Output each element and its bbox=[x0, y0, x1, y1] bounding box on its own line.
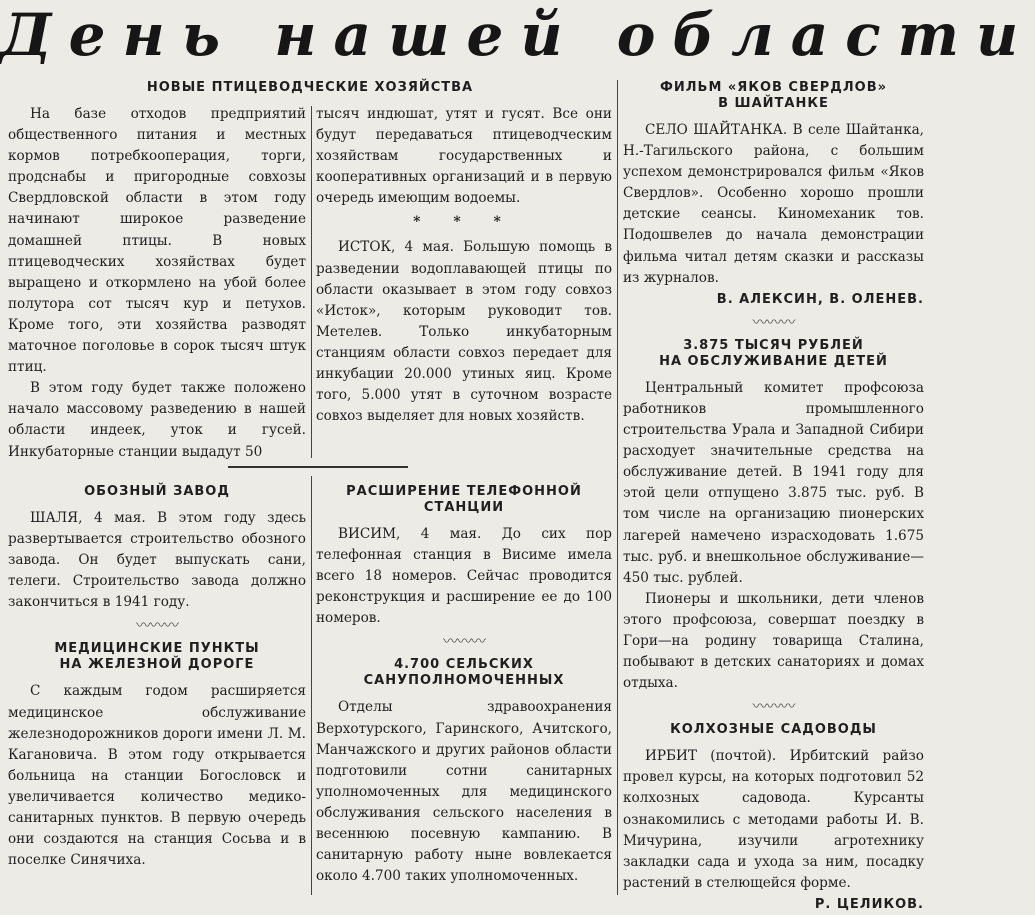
article-medical bbox=[8, 641, 306, 871]
right-column bbox=[623, 80, 924, 912]
article-poultry-paragraph: тысяч индюшат, утят и гусят. Все они будут передаваться птицеводческим хозяйствам государственных и кооперативных организаций и в первую очередь имеющим водоемы. bbox=[316, 106, 612, 207]
article-film-title-line: В ШАЙТАНКЕ bbox=[718, 96, 829, 111]
article-poultry-continued bbox=[316, 104, 612, 462]
article-poultry-title: НОВЫЕ ПТИЦЕВОДЧЕСКИЕ ХОЗЯЙСТВА bbox=[146, 80, 474, 95]
article-medical-title-line: МЕДИЦИНСКИЕ ПУНКТЫ bbox=[54, 641, 260, 657]
article-children-title-line: 3.875 ТЫСЯЧ РУБЛЕЙ bbox=[683, 337, 864, 353]
article-wagon-title: ОБОЗНЫЙ ЗАВОД bbox=[84, 484, 230, 499]
ornament-divider: 〰〰〰 bbox=[135, 616, 178, 635]
article-film bbox=[623, 80, 924, 310]
article-telephone-title bbox=[316, 484, 612, 516]
article-film-title bbox=[623, 80, 924, 112]
ornament-divider: 〰〰〰 bbox=[752, 697, 795, 716]
bottom-middle-column bbox=[316, 484, 612, 895]
section-divider bbox=[228, 466, 408, 468]
ornament-divider: 〰〰〰 bbox=[442, 632, 485, 651]
article-medical-title bbox=[8, 641, 306, 673]
article-sanitary-title bbox=[316, 657, 612, 689]
article-istok-paragraph: ИСТОК, 4 мая. Большую помощь в разведении водоплавающей птицы по области оказывает в этом году совхоз «Исток», которым руководит тов. Метелев. Только инкубаторным станциям области совхоз передает для инкубации 20.000 утиных яиц. Кроме того, 5.000 утят в суточном возрасте совхоз выделяет для новых хозяйств. bbox=[316, 239, 612, 425]
article-children-paragraph: Центральный комитет профсоюза работников промышленного строительства Урала и Западной Сибири расходует значительные средства на обслуживание детей. В 1941 году для этой цели отпущено 3.875 тыс. руб. В том числе на организацию пионерских лагерей намечено израсходовать 1.675 тыс. руб. и внешкольное обслуживание—450 тыс. рублей. bbox=[623, 379, 924, 586]
article-sanitary-title-line: САНУПОЛНОМОЧЕННЫХ bbox=[363, 673, 565, 689]
article-film-body: СЕЛО ШАЙТАНКА. В селе Шайтанка, Н.-Тагильского района, с большим успехом демонстрировался фильм «Яков Свердлов». Особенно хорошо прошли детские сеансы. Киномеханик тов. Подошвелев до начала демонстрации фильма читал детям сказки и рассказы из журналов. bbox=[623, 122, 924, 286]
article-gardeners bbox=[623, 722, 924, 915]
ornament-divider: 〰〰〰 bbox=[752, 312, 795, 331]
article-telephone-title-line: РАСШИРЕНИЕ ТЕЛЕФОННОЙ bbox=[346, 484, 582, 499]
article-wagon bbox=[8, 484, 306, 613]
article-children-title-line: НА ОБСЛУЖИВАНИЕ ДЕТЕЙ bbox=[659, 353, 888, 369]
article-gardeners-title: КОЛХОЗНЫЕ САДОВОДЫ bbox=[670, 722, 877, 738]
page-masthead: День нашей области bbox=[0, 1, 1035, 69]
column-rule bbox=[617, 80, 618, 895]
article-telephone-title-line: СТАНЦИИ bbox=[423, 500, 505, 515]
article-sanitary bbox=[316, 657, 612, 887]
bottom-left-column bbox=[8, 484, 306, 895]
article-medical-title-line: НА ЖЕЛЕЗНОЙ ДОРОГЕ bbox=[59, 657, 255, 673]
article-poultry-paragraph: На базе отходов предприятий общественного питания и местных кормов потребкооперация, торги, продснабы и пригородные совхозы Свердловской области в этом году начинают широкое разведение домашней птицы. В новых птицеводческих хозяйствах будет выращено и откормлено на убой более полутора сот тысяч кур и петухов. Кроме того, эти хозяйства разводят маточное поголовье в сорок тысяч штук птиц. bbox=[8, 106, 306, 376]
column-rule bbox=[311, 476, 312, 895]
article-film-title-line: ФИЛЬМ «ЯКОВ СВЕРДЛОВ» bbox=[659, 80, 888, 95]
article-poultry-paragraph: В этом году будет также положено начало массовому разведению в нашей области индеек, уток и гусей. Инкубаторные станции выдадут 50 bbox=[8, 380, 306, 460]
article-sanitary-title-line: 4.700 СЕЛЬСКИХ bbox=[394, 657, 534, 673]
section-separator-stars: * * * bbox=[413, 214, 515, 231]
article-children-title bbox=[623, 338, 924, 370]
article-medical-body: С каждым годом расширяется медицинское обслуживание железнодорожников дороги имени Л. М. Кагановича. В этом году открывается больница на станции Богословск и увеличивается количество медико-санитарных пунктов. В первую очередь они создаются на станция Сосьва и в поселке Синячиха. bbox=[8, 683, 306, 869]
article-gardeners-body: ИРБИТ (почтой). Ирбитский райзо провел курсы, на которых подготовил 52 колхозных садовода. Курсанты ознакомились с методами работы И. В. Мичурина, изучили агротехнику закладки сада и ухода за ним, посадку растений в стелющейся форме. bbox=[623, 748, 924, 891]
article-children bbox=[623, 338, 924, 694]
article-gardeners-signature: Р. ЦЕЛИКОВ. bbox=[814, 896, 924, 912]
column-rule bbox=[311, 106, 312, 458]
article-sanitary-body: Отделы здравоохранения Верхотурского, Гаринского, Ачитского, Манчажского и других районов области подготовили сотни санитарных уполномоченных для медицинского обслуживания сельского населения в весеннюю посевную кампанию. В санитарную работу ныне вовлекается около 4.700 таких уполномоченных. bbox=[316, 699, 612, 885]
article-wagon-body: ШАЛЯ, 4 мая. В этом году здесь развертывается строительство обозного завода. Он будет выпускать сани, телеги. Строительство завода должно закончиться в 1941 году. bbox=[8, 510, 306, 611]
article-telephone-body: ВИСИМ, 4 мая. До сих пор телефонная станция в Висиме имела всего 18 номеров. Сейчас проводится реконструкция и расширение ее до 100 номеров. bbox=[316, 526, 612, 627]
article-children-paragraph: Пионеры и школьники, дети членов этого профсоюза, совершат поездку в Гори—на родину товарища Сталина, побывают в детских санаториях и домах отдыха. bbox=[623, 590, 924, 692]
article-film-signature: В. АЛЕКСИН, В. ОЛЕНЕВ. bbox=[716, 291, 924, 307]
article-telephone bbox=[316, 484, 612, 629]
